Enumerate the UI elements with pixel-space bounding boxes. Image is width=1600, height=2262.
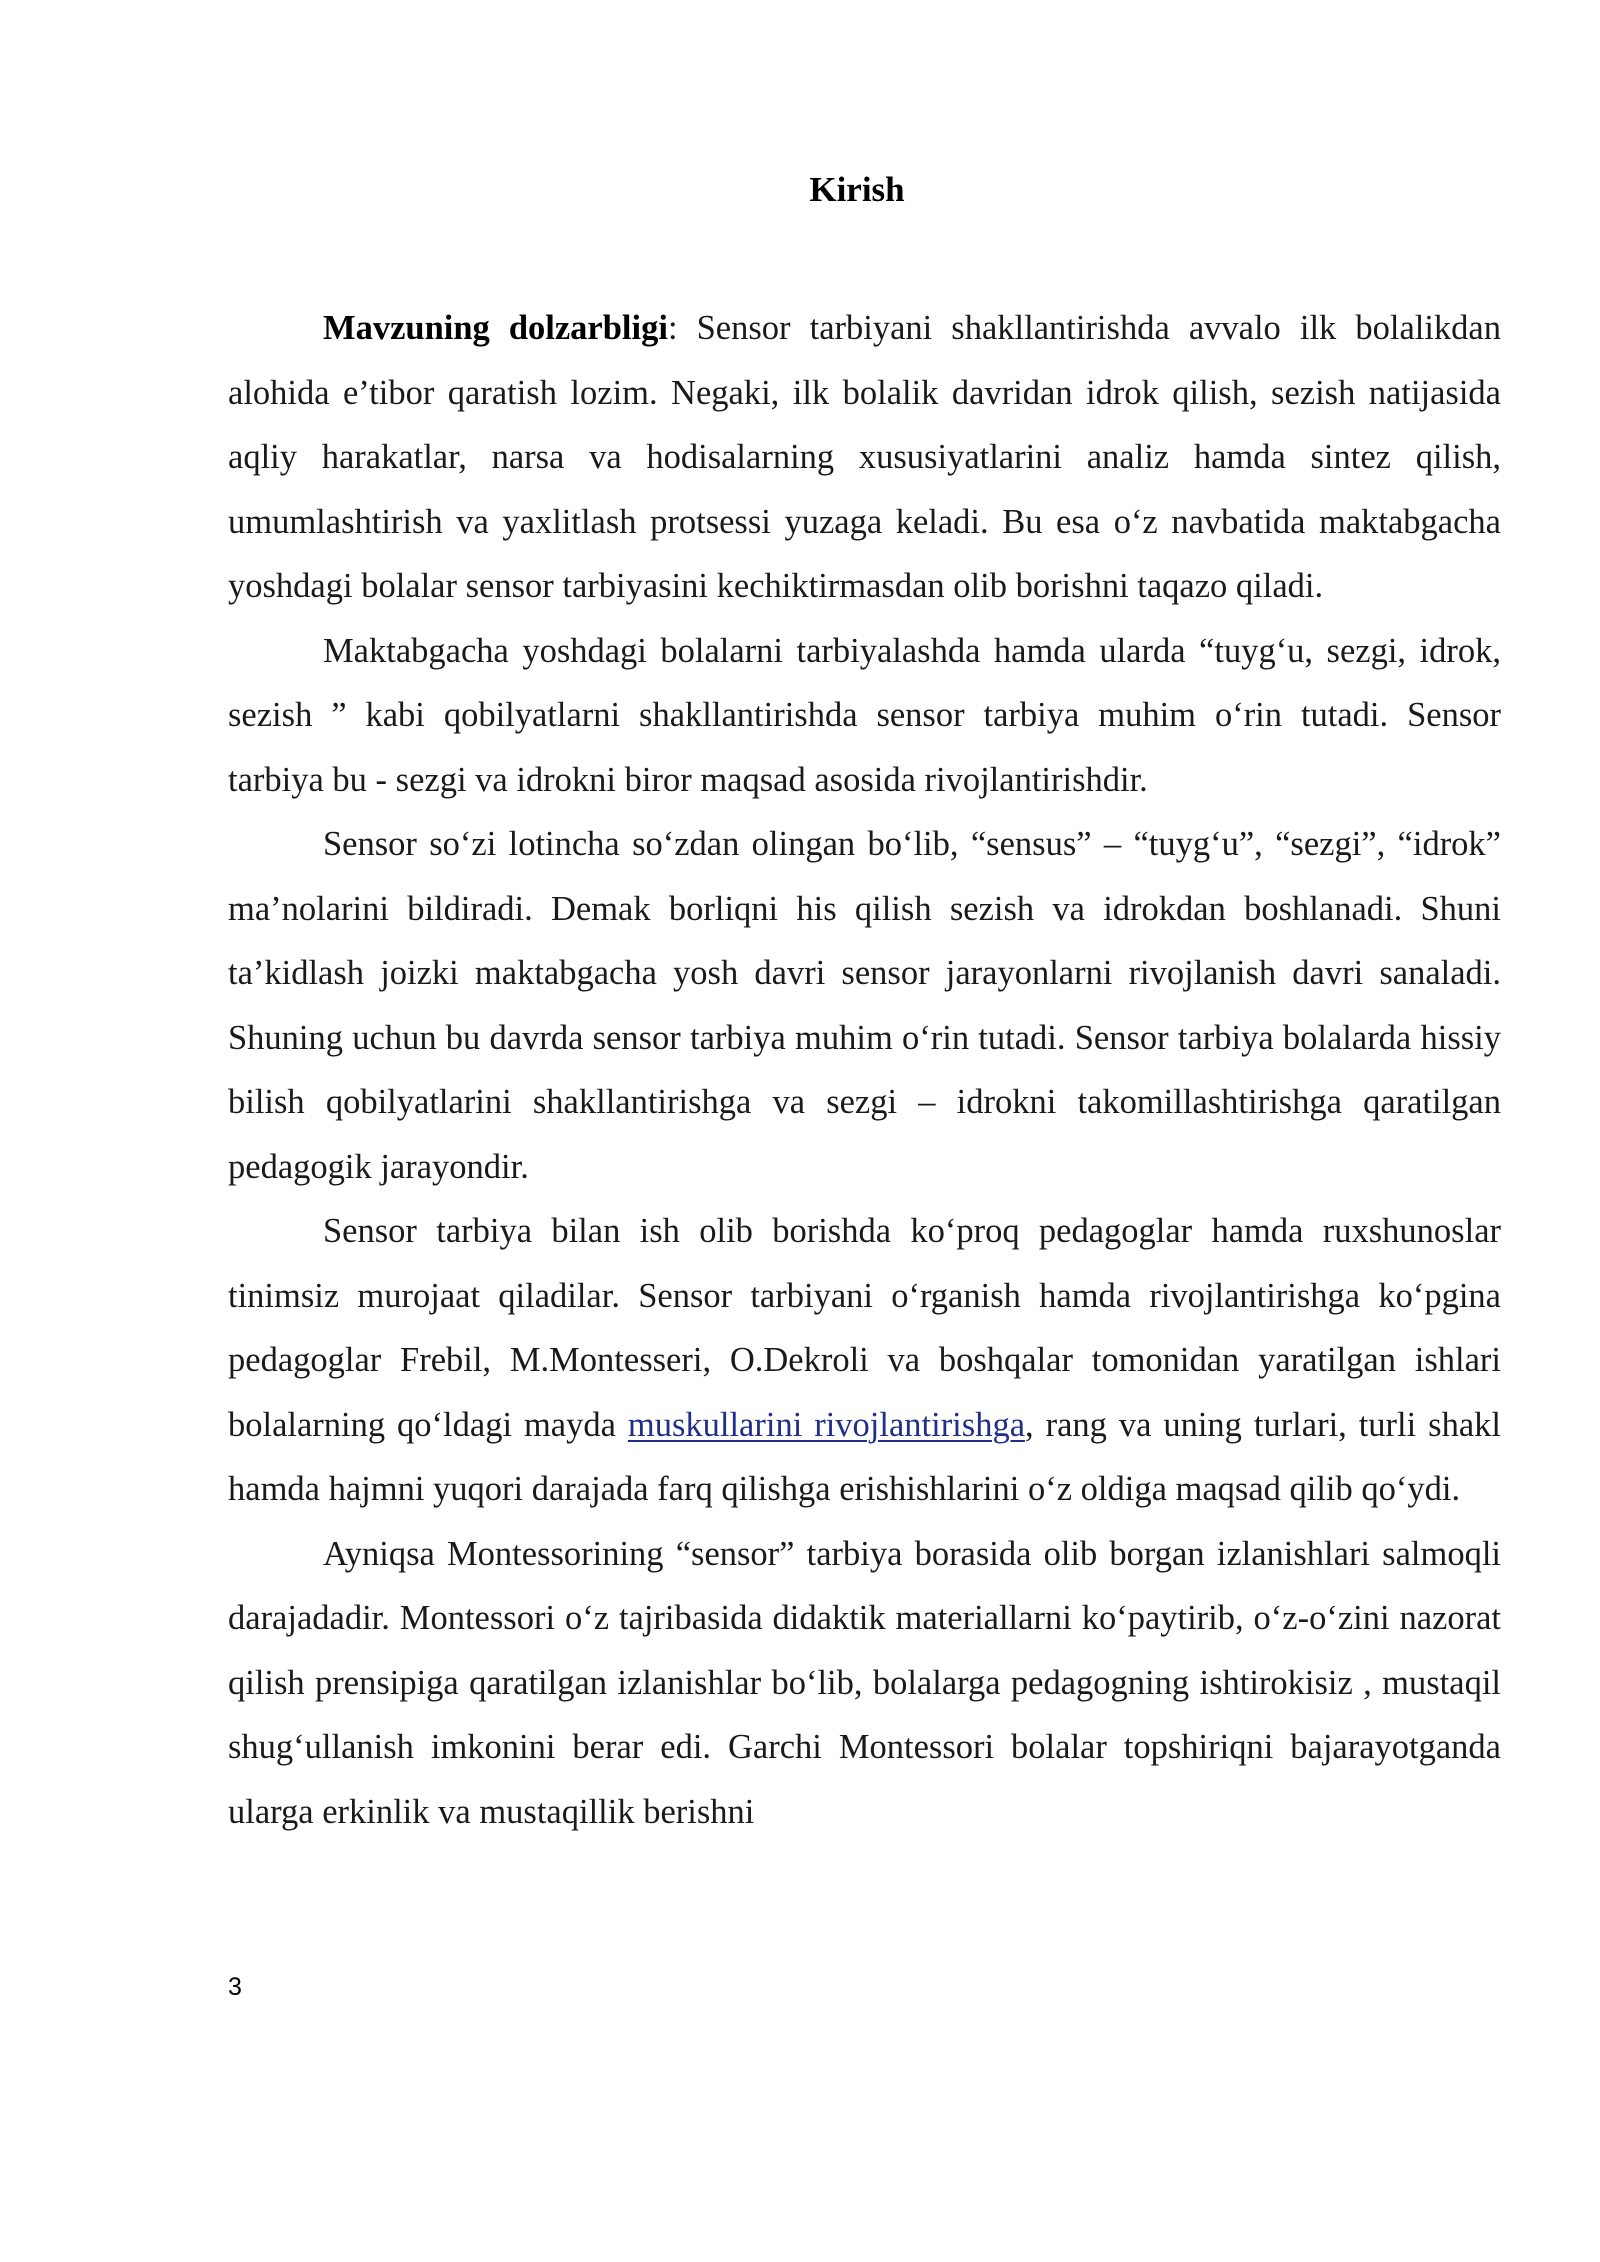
paragraph-with-link xyxy=(228,1199,1501,1522)
document-body xyxy=(228,296,1501,1844)
muscle-development-link[interactable]: muskullarini rivojlantirishga xyxy=(627,1405,1026,1444)
paragraph-text: : Sensor tarbiyani shakllantirishda avvalo ilk bolalikdan alohida e’tibor qaratish lozim. Negaki, ilk bolalik davridan idrok qilish, sezish natijasida aqliy harakatlar, narsa va hodisalarning xususiyatlarini analiz hamda sintez qilish, umumlashtirish va yaxlitlash protsessi yuzaga keladi. Bu esa oʻz navbatida maktabgacha yoshdagi bolalar sensor tarbiyasini kechiktirmasdan olib borishni taqazo qiladi. xyxy=(228,309,1501,605)
paragraph-text: Sensor soʻzi lotincha soʻzdan olingan boʻlib, “sensus” – “tuygʻu”, “sezgi”, “idrok” ma’nolarini bildiradi. Demak borliqni his qilish sezish va idrokdan boshlanadi. Shuni ta’kidlash joizki maktabgacha yosh davri sensor jarayonlarni rivojlanish davri sanaladi. Shuning uchun bu davrda sensor tarbiya muhim oʻrin tutadi. Sensor tarbiya bolalarda hissiy bilish qobilyatlarini shakllantirishga va sezgi – idrokni takomillashtirishga qaratilgan pedagogik jarayondir. xyxy=(228,825,1501,1186)
paragraph-relevance xyxy=(228,296,1501,619)
page-number: 3 xyxy=(228,1973,242,2001)
paragraph-text: Maktabgacha yoshdagi bolalarni tarbiyalashda hamda ularda “tuygʻu, sezgi, idrok, sezish ” kabi qobilyatlarni shakllantirishda sensor tarbiya muhim oʻrin tutadi. Sensor tarbiya bu - sezgi va idrokni biror maqsad asosida rivojlantirishdir. xyxy=(228,631,1501,799)
page-title: Kirish xyxy=(809,170,905,209)
paragraph-text: Ayniqsa Montessorining “sensor” tarbiya borasida olib borgan izlanishlari salmoqli darajadadir. Montessori oʻz tajribasida didaktik materiallarni koʻpaytirib, oʻz-oʻzini nazorat qilish prensipiga qaratilgan izlanishlar boʻlib, bolalarga pedagogning ishtirokisiz , mustaqil shugʻullanish imkonini berar edi. Garchi Montessori bolalar topshiriqni bajarayotganda ularga erkinlik va mustaqillik berishni xyxy=(228,1534,1501,1831)
relevance-heading: Mavzuning dolzarbligi xyxy=(323,309,668,347)
paragraph-text: , rang va uning turlari, turli shakl hamda hajmni yuqori darajada farq qilishga erishishlarini oʻz oldiga maqsad qilib qoʻydi. xyxy=(228,1405,1501,1508)
paragraph-text: Sensor tarbiya bilan ish olib borishda koʻproq pedagoglar hamda ruxshunoslar tinimsiz murojaat qiladilar. Sensor tarbiyani oʻrganish hamda rivojlantirishga koʻpgina pedagoglar Frebil, M.Montesseri, O.Dekroli va boshqalar tomonidan yaratilgan ishlari bolalarning qoʻldagi mayda xyxy=(228,1212,1501,1444)
